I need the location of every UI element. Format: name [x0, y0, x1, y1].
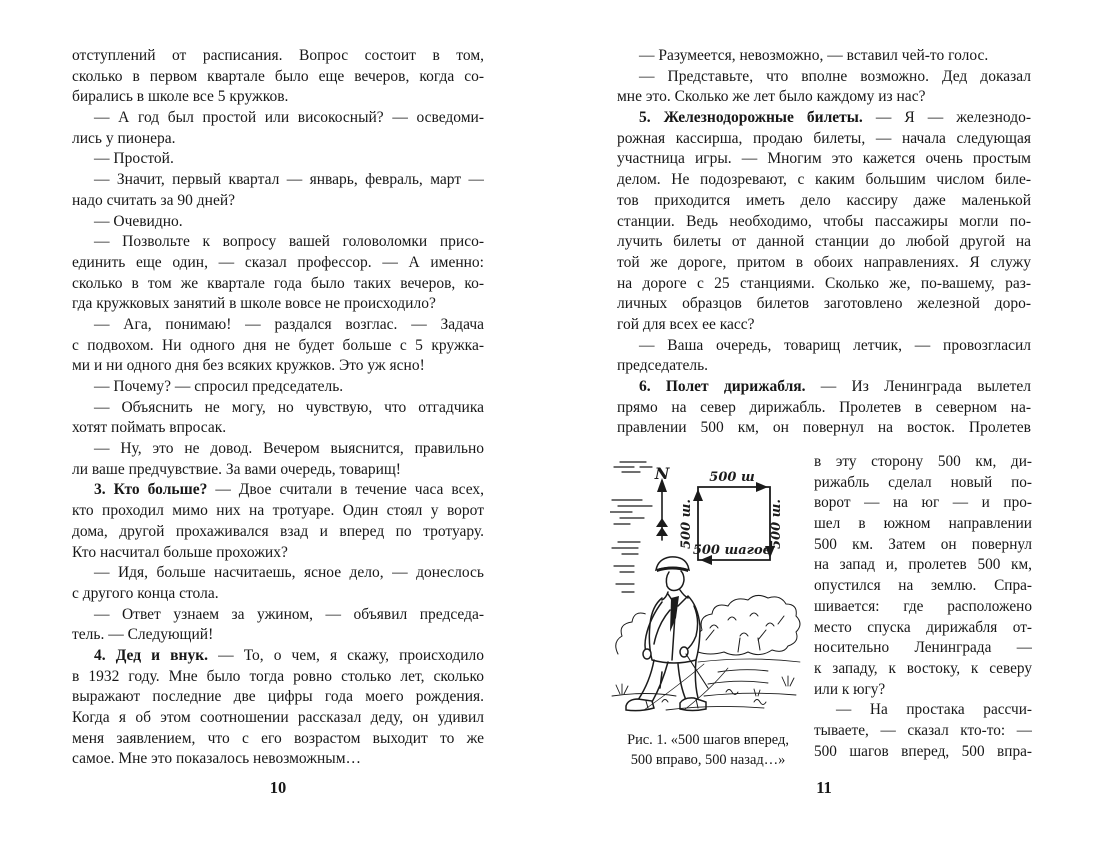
- text-line: — Объяснить не могу, но чувствую, что отгадчика: [94, 398, 484, 416]
- text-line: на запад и, пролетев 500 км,: [814, 556, 1032, 574]
- text-line: сколько в первом квартале было еще вечеров, когда со-: [72, 67, 484, 85]
- square-left-label: 500 ш.: [679, 499, 694, 549]
- text-line: — Ну, это не довод. Вечером выяснится, правильно: [94, 440, 484, 458]
- text-line: 4. Дед и внук. — То, о чем, я скажу, происходило: [94, 646, 484, 664]
- text-line: самое. Мне это показалось невозможным…: [72, 750, 361, 768]
- text-line: делом. Не подозревают, с каким большим числом биле-: [617, 171, 1031, 189]
- figure-caption-line1: Рис. 1. «500 шагов вперед,: [627, 732, 789, 748]
- text-line: 500 шагов вперед, 500 впра-: [814, 742, 1032, 760]
- text-line: шел в южном направлении: [814, 515, 1032, 533]
- text-line: — Идя, больше насчитаешь, ясное дело, — донеслось: [94, 564, 484, 582]
- walking-man-illustration: [626, 556, 708, 711]
- right-page-number: 11: [816, 778, 832, 797]
- text-line: тов приходится иметь дело кассиру даже маленькой: [617, 191, 1031, 209]
- text-line: ми и ни одного дня без всяких кружков. Это уж ясно!: [72, 357, 425, 375]
- text-line: на дороге с 25 станциями. Сколько же, по-вашему, раз-: [617, 274, 1031, 292]
- text-line: рижабль сделал новый по-: [814, 473, 1032, 491]
- text-line: — На простака рассчи-: [836, 701, 1032, 719]
- text-line: — Значит, первый квартал — январь, февраль, март —: [94, 171, 484, 189]
- text-line: прямо на север дирижабль. Пролетев в северном на-: [617, 398, 1031, 416]
- text-line: опустился на землю. Спра-: [814, 577, 1032, 595]
- text-line: в эту сторону 500 км, ди-: [814, 453, 1032, 470]
- square-bottom-label: 500 шагов: [692, 543, 772, 558]
- text-line: место спуска дирижабля от-: [814, 618, 1032, 636]
- compass-north-arrow-icon: [656, 478, 668, 540]
- text-line: правлении 500 км, он повернул на восток. Пролетев: [617, 419, 1031, 437]
- text-line: — Ваша очередь, товарищ летчик, — провозгласил: [639, 336, 1031, 354]
- text-line: 3. Кто больше? — Двое считали в течение часа всех,: [94, 481, 484, 499]
- text-line: гой для всех ее касс?: [617, 315, 755, 333]
- text-line: бирались в школе все 5 кружков.: [72, 88, 289, 106]
- text-line: с подвохом. Ни одного дня не будет больше с 5 кружка-: [72, 336, 484, 354]
- text-line: станции. Ведь необходимо, чтобы пассажиры могли по-: [617, 212, 1031, 230]
- text-line: лучить билеты от данной станции до любой другой на: [617, 233, 1031, 251]
- text-line: — Ответ узнаем за ужином, — объявил председа-: [94, 605, 484, 623]
- text-line: шивается: где расположено: [814, 597, 1032, 615]
- text-line: председатель.: [617, 357, 709, 375]
- text-line: мне это. Сколько же лет было каждому из нас?: [617, 88, 926, 106]
- text-line: — Простой.: [94, 150, 174, 168]
- text-line: — Почему? — спросил председатель.: [94, 378, 344, 395]
- text-line: — А год был простой или високосный? — осведоми-: [94, 109, 484, 127]
- left-page-number: 10: [269, 778, 287, 797]
- text-line: или к югу?: [814, 680, 886, 698]
- text-line: — Разумеется, невозможно, — вставил чей-то голос.: [639, 47, 989, 64]
- text-line: к западу, к востоку, к северу: [814, 659, 1032, 677]
- text-line: сколько в том же квартале года было таких вечеров, ко-: [72, 274, 484, 292]
- text-line: Когда я об этом соотношении рассказал деду, он удивил: [72, 709, 484, 726]
- compass-n-label: N: [654, 464, 670, 483]
- text-line: рожная кассирша, продаю билеты, — начала следующая: [617, 129, 1031, 147]
- text-line: 500 км. Затем он повернул: [814, 535, 1032, 553]
- text-line: тываете, — сказал кто-то: —: [814, 721, 1032, 739]
- figure-1-illustration: [610, 448, 806, 730]
- text-line: той же дороге, притом в обоих направлениях. Я служу: [617, 253, 1031, 271]
- text-line: 5. Железнодорожные билеты. — Я — железнодо-: [639, 109, 1031, 127]
- square-top-label: 500 ш: [709, 470, 755, 485]
- text-line: надо считать за 90 дней?: [72, 191, 235, 209]
- text-line: носительно Ленинграда —: [814, 639, 1032, 657]
- right-page-text-wrap: [814, 452, 1032, 762]
- text-line: гда кружковых занятий в школе вовсе не происходило?: [72, 295, 436, 313]
- text-line: с другого конца стола.: [72, 584, 219, 602]
- text-line: единить еще один, — сказал профессор. — А именно:: [72, 253, 484, 271]
- text-line: ли ваше предчувствие. За вами очередь, товарищ!: [72, 460, 401, 478]
- text-line: личных образцов билетов заготовлено железной доро-: [617, 295, 1031, 313]
- cloud-hatching: [610, 462, 652, 592]
- text-line: тель. — Следующий!: [72, 626, 214, 644]
- text-line: 6. Полет дирижабля. — Из Ленинграда вылетел: [639, 378, 1031, 395]
- square-right-label: 500 ш.: [769, 499, 784, 549]
- right-page-text-top: [617, 46, 1031, 439]
- text-line: дома, другой прохаживался взад и вперед по тротуару.: [72, 522, 484, 540]
- text-line: — Представьте, что вполне возможно. Дед доказал: [639, 67, 1031, 85]
- text-line: отступлений от расписания. Вопрос состоит в том,: [72, 47, 484, 64]
- text-line: в 1932 году. Мне было тогда ровно столько лет, сколько: [72, 667, 484, 685]
- text-line: меня заявлением, что с его возрастом выходит то же: [72, 729, 484, 747]
- text-line: ворот — на юг — и про-: [814, 494, 1032, 512]
- text-line: — Очевидно.: [94, 212, 183, 230]
- figure-caption: [606, 731, 810, 770]
- text-line: хотят поймать впросак.: [72, 419, 227, 437]
- text-line: — Позвольте к вопросу вашей головоломки присо-: [94, 233, 484, 251]
- text-line: участница игры. — Многим это кажется очень простым: [617, 150, 1031, 168]
- left-page-text: [72, 46, 484, 770]
- text-line: Кто насчитал больше прохожих?: [72, 543, 288, 561]
- text-line: кто проходил мимо них на тротуаре. Один стоял у ворот: [72, 502, 484, 520]
- text-line: лись у пионера.: [72, 129, 176, 147]
- figure-caption-line2: 500 вправо, 500 назад…»: [630, 751, 786, 768]
- text-line: выражают последние две цифры года моего рождения.: [72, 688, 484, 706]
- text-line: — Ага, понимаю! — раздался возглас. — Задача: [94, 315, 484, 333]
